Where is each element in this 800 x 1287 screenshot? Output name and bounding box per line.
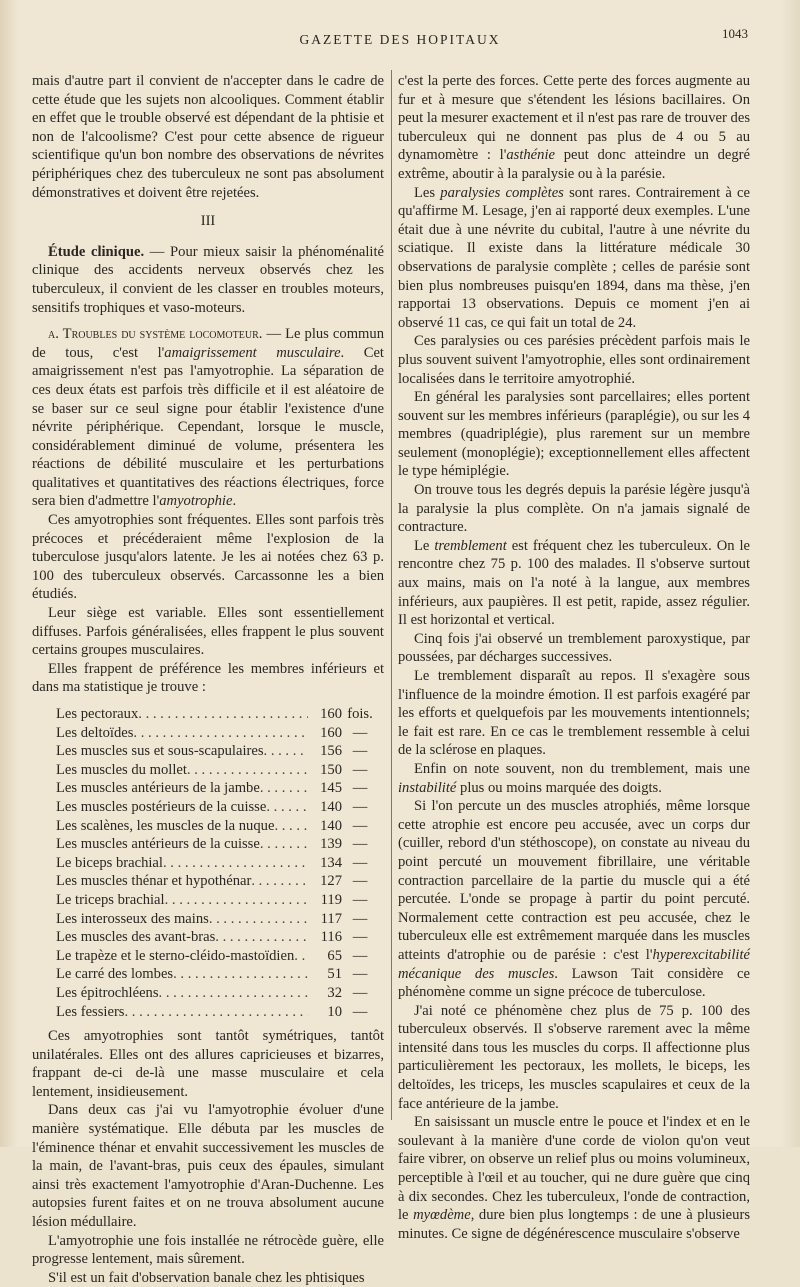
paragraph-instabilite xyxy=(398,760,750,797)
stat-unit: — xyxy=(352,910,368,927)
stat-row xyxy=(56,872,378,891)
stat-value: 119 xyxy=(320,891,342,908)
paralysies-emphasis: paralysies complètes xyxy=(440,184,564,201)
paragraph-tremblement xyxy=(398,537,750,630)
stat-row xyxy=(56,1003,378,1022)
stat-row xyxy=(56,891,378,910)
paragraph-myoedeme xyxy=(398,1113,750,1243)
stat-unit: — xyxy=(352,798,368,815)
stat-unit: — xyxy=(352,873,368,890)
stat-leader-dots xyxy=(266,798,308,817)
troubles-heading: a. Troubles du système locomoteur. xyxy=(48,326,263,343)
stat-row xyxy=(56,761,378,780)
stat-value: 116 xyxy=(320,929,342,946)
stat-leader-dots xyxy=(173,965,308,984)
stat-value: 65 xyxy=(327,947,342,964)
stat-unit: — xyxy=(352,724,368,741)
myoedeme-text-2: , dure bien plus longtemps : de une à plusieurs minutes. Ce signe de dégénérescence musculaire s'observe xyxy=(398,1207,750,1242)
stat-leader-dots xyxy=(294,947,308,966)
stat-unit: — xyxy=(352,836,368,853)
stat-label: Le triceps brachial xyxy=(56,891,165,908)
etude-text: — Pour mieux saisir la phénoménalité clinique des accidents nerveux observés chez les tuberculeux, il convient de les classer en troubles moteurs, sensitifs trophiques et vaso-moteurs. xyxy=(32,243,384,316)
stat-value: 51 xyxy=(327,966,342,983)
stat-unit: — xyxy=(352,817,368,834)
stat-leader-dots xyxy=(187,761,308,780)
paragraph-paralysies xyxy=(398,184,750,333)
paragraph-paroxystique: Cinq fois j'ai observé un tremblement paroxystique, par poussées, par décharges successives. xyxy=(398,630,750,666)
stat-leader-dots xyxy=(159,984,308,1003)
stat-row xyxy=(56,705,378,724)
stat-label: Les pectoraux xyxy=(56,706,139,722)
stat-leader-dots xyxy=(163,854,308,873)
stat-value: 140 xyxy=(320,798,342,815)
running-head: GAZETTE DES HOPITAUX xyxy=(299,32,501,47)
stat-unit: — xyxy=(352,966,368,983)
stat-value: 139 xyxy=(320,836,342,853)
stat-label: Les muscles antérieurs de la cuisse xyxy=(56,836,260,853)
stat-unit: — xyxy=(352,743,368,760)
stat-label: Les deltoïdes xyxy=(56,724,134,741)
instabilite-emphasis: instabilité xyxy=(398,779,457,796)
paragraph-parcellaires: En général les paralysies sont parcellaires; elles portent souvent sur les membres inférieurs (paraplégie), ou sur les 4 membres (quadriplégie), plus rarement sur un membre seulement (monoplégie); exceptionnellement elles affectent le type hémiplégie. xyxy=(398,389,750,480)
stat-label: Le carré des lombes xyxy=(56,966,174,983)
stat-row xyxy=(56,984,378,1003)
tremblement-text-2: est fréquent chez les tuberculeux. On le rencontre chez 75 p. 100 des malades. Il s'observe surtout aux mains, mais on l'a noté à la langue, aux membres inférieurs, aux paupières. Il est petit, rapide, assez régulier. Il est horizontal et vertical. xyxy=(398,537,750,629)
paragraph-repos: Le tremblement disparaît au repos. Il s'exagère sous l'influence de la moindre émotion. Il est parfois exagéré par les efforts et quelquefois par les mouvements intentionnels; le fait est rare. En ce cas le tremblement ressemble à celui de la sclérose en plaques. xyxy=(398,668,750,759)
stat-leader-dots xyxy=(125,1003,309,1022)
troubles-emphasis-2: amyotrophie xyxy=(159,493,233,510)
paragraph-troubles-locomoteur xyxy=(32,325,384,511)
paragraph-amyotrophies: Ces amyotrophies sont fréquentes. Elles sont parfois très précoces et précéderaient même l'explosion de la tuberculose jusqu'alors latente. Je les ai notées chez 63 p. 100 des tuberculeux observés. Carcassonne les a bien étudiés. xyxy=(32,512,384,603)
paragraph-etude-clinique xyxy=(32,243,384,317)
stat-row xyxy=(56,835,378,854)
stat-label: Le trapèze et le sterno-cléido-mastoïdien xyxy=(56,947,295,964)
stat-unit: — xyxy=(352,891,368,908)
stat-row xyxy=(56,854,378,873)
stat-label: Les muscles du mollet xyxy=(56,761,187,778)
paragraph-precedent: Ces paralysies ou ces parésies précèdent parfois mais le plus souvent suivent l'amyotrophie, elles sont ordinairement localisées dans le territoire amyotrophié. xyxy=(398,333,750,387)
instabilite-text-2: plus ou moins marquée des doigts. xyxy=(456,779,662,796)
troubles-text-2: . Cet amaigrissement n'est pas l'amyotrophie. La séparation de ces deux états est parfois très difficile et il est aléatoire de se baser sur ce seul signe pour établir l'existence d'une névrite périphérique. Cependant, lorsque le muscle, considérablement diminué de volume, présentera les réactions de débilité musculaire et les perturbations qualitatives et quantitatives des réactions électriques, force sera bien d'admettre l' xyxy=(32,344,384,510)
paragraph-alcoolisme: mais d'autre part il convient de n'accepter dans le cadre de cette étude que les sujets non alcooliques. Comment établir en effet que le trouble observé est dépendant de la phtisie et non de l'alcoolisme? C'est pour cette absence de rigueur scientifique qu'un bon nombre des observations de névrites périphériques chez des tuberculeux ne sont pas absolument démonstratives et doivent être rejetées. xyxy=(32,73,384,201)
stat-row xyxy=(56,724,378,743)
stat-label: Les interosseux des mains xyxy=(56,910,209,927)
perte-text-2: peut donc atteindre un degré extrême, aboutir à la paralysie ou à la parésie. xyxy=(398,147,750,182)
stat-row xyxy=(56,742,378,761)
right-column xyxy=(398,72,750,1243)
stat-value: 117 xyxy=(320,910,342,927)
stat-unit: fois. xyxy=(347,706,373,722)
stat-leader-dots xyxy=(260,779,308,798)
stat-value: 145 xyxy=(320,780,342,797)
paragraph-perte-forces xyxy=(398,72,750,184)
paragraph-deux-cas: Dans deux cas j'ai vu l'amyotrophie évoluer d'une manière systématique. Elle débuta par les muscles de l'éminence thénar et envahit successivement les muscles de la main, de l'avant-bras, puis ceux des épaules, simulant ainsi très exactement l'amyotrophie d'Aran-Duchenne. Les autopsies furent faites et on ne trouva absolument aucune lésion médullaire. xyxy=(32,1102,384,1231)
stat-unit: — xyxy=(352,1003,368,1020)
perte-text-1: c'est la perte des forces. Cette perte des forces augmente au fur et à mesure que s'étendent les lésions bacillaires. On peut la mesurer exactement et il n'est pas rare de trouver des tuberculeux qui ne donnent pas plus de 4 ou 5 au dynamomètre : l' xyxy=(398,73,750,164)
tremblement-text-1: Le xyxy=(414,537,435,554)
stat-leader-dots xyxy=(264,742,308,761)
stat-leader-dots xyxy=(251,872,308,891)
stat-leader-dots xyxy=(209,910,308,929)
perte-emphasis: asthénie xyxy=(506,147,555,164)
section-number: III xyxy=(200,213,216,230)
paralysies-text-1: Les xyxy=(414,184,441,201)
myoedeme-emphasis: myœdème xyxy=(413,1207,471,1224)
column-divider xyxy=(391,70,392,1120)
stat-leader-dots xyxy=(260,835,308,854)
stat-value: 150 xyxy=(320,761,342,778)
troubles-emphasis-1: amaigrissement musculaire xyxy=(164,344,341,361)
stat-leader-dots xyxy=(274,817,308,836)
page-number: 1043 xyxy=(722,26,748,41)
stat-row xyxy=(56,798,378,817)
stat-label: Les muscles des avant-bras xyxy=(56,929,216,946)
stat-row xyxy=(56,947,378,966)
stat-label: Le biceps brachial xyxy=(56,854,163,871)
stat-row xyxy=(56,928,378,947)
stat-leader-dots xyxy=(138,705,308,724)
stat-unit: — xyxy=(352,984,368,1001)
stat-label: Les muscles thénar et hypothénar xyxy=(56,873,252,890)
stat-label: Les fessiers xyxy=(56,1003,125,1020)
stat-value: 134 xyxy=(320,854,342,871)
paralysies-text-2: sont rares. Contrairement à ce qu'affirme M. Lesage, j'en ai rapporté deux exemples. L'une était due à une névrite du cubital, l'autre à une névrite du sciatique. Il existe dans la littérature médicale 30 observations de paralysie complète ; celles de parésie sont bien plus nombreuses puisqu'en 1894, dans ma thèse, j'en rapportai 13 observations. Depuis ce moment j'en ai observé 11 cas, ce qui fait un total de 24. xyxy=(398,184,750,331)
muscle-statistics-table xyxy=(56,705,378,1021)
paragraph-stats-intro: Elles frappent de préférence les membres inférieurs et dans ma statistique je trouve : xyxy=(32,660,384,696)
stat-row xyxy=(56,965,378,984)
stat-value: 156 xyxy=(320,743,342,760)
stat-label: Les muscles postérieurs de la cuisse xyxy=(56,798,267,815)
paragraph-phenomene: J'ai noté ce phénomène chez plus de 75 p. 100 des tuberculeux observés. Il s'observe rarement avec la même intensité dans tous les muscles du corps. Il affectionne plus particulièrement les pectoraux, les mollets, le biceps, les deltoïdes, les triceps, les muscles scapulaires et ceux de la face antérieure de la jambe. xyxy=(398,1002,750,1112)
stat-unit: — xyxy=(352,854,368,871)
etude-heading: Étude clinique. xyxy=(48,243,145,260)
stat-value: 127 xyxy=(320,873,342,890)
page-header xyxy=(40,26,760,50)
stat-row xyxy=(56,817,378,836)
paragraph-installee: L'amyotrophie une fois installée ne rétrocède guère, elle progresse lentement, mais sûrement. xyxy=(32,1232,384,1268)
stat-value: 140 xyxy=(320,817,342,834)
instabilite-text-1: Enfin on note souvent, non du tremblement, mais une xyxy=(414,760,750,777)
stat-value: 32 xyxy=(327,984,342,1001)
percussion-text-1: Si l'on percute un des muscles atrophiés, même lorsque cette atrophie est encore peu accusée, avec un corps dur (cuiller, rebord d'un stéthoscope), on constate au niveau du point percuté un mouvement fibrillaire, une véritable contraction parcellaire de la partie du muscle qui a été percutée. L'onde se propage à partir du point percuté. Normalement cette contraction est peu accusée, chez le tuberculeux elle est extrêmement marquée dans les muscles atteints d'atrophie ou de parésie : c'est l' xyxy=(398,798,750,963)
tremblement-emphasis: tremblement xyxy=(434,537,507,554)
troubles-text-3: . xyxy=(232,493,237,510)
stat-row xyxy=(56,910,378,929)
stat-unit: — xyxy=(352,780,368,797)
stat-label: Les scalènes, les muscles de la nuque xyxy=(56,817,275,834)
stat-label: Les muscles antérieurs de la jambe xyxy=(56,780,260,797)
left-column xyxy=(32,72,384,1287)
stat-label: Les épitrochléens xyxy=(56,984,159,1001)
stat-value: 10 xyxy=(327,1003,342,1020)
stat-leader-dots xyxy=(165,891,308,910)
percussion-text-2: . Lawson Tait considère ce phénomène comme un signe précoce de tuberculose. xyxy=(398,965,750,1001)
percussion-emphasis: hyperexcitabilité mécanique des muscles xyxy=(398,946,750,982)
stat-leader-dots xyxy=(215,928,308,947)
paragraph-symetriques: Ces amyotrophies sont tantôt symétriques, tantôt unilatérales. Elles ont des allures capricieuses et bizarres, frappant de-ci de-là une masse musculaire et cela lentement, insidieusement. xyxy=(32,1028,384,1100)
myoedeme-text-1: En saisissant un muscle entre le pouce et l'index et en le soulevant à la manière d'une corde de violon qu'on veut faire vibrer, on observe un relief plus ou moins volumineux, perceptible à l'œil et au toucher, qui ne dure guère que cinq à dix secondes. Chez les tuberculeux, l'onde de contraction, le xyxy=(398,1114,750,1224)
stat-value: 160 xyxy=(320,706,342,722)
paragraph-percussion xyxy=(398,797,750,1002)
troubles-text-1: — Le plus commun de tous, c'est l' xyxy=(32,326,384,361)
stat-unit: — xyxy=(352,947,368,964)
stat-leader-dots xyxy=(133,724,308,743)
stat-unit: — xyxy=(352,761,368,778)
stat-row xyxy=(56,779,378,798)
stat-value: 160 xyxy=(320,724,342,741)
paragraph-phtisiques: S'il est un fait d'observation banale chez les phtisiques xyxy=(48,1269,365,1286)
paragraph-degres: On trouve tous les degrés depuis la parésie légère jusqu'à la paralysie la plus complète. On n'a jamais signalé de contracture. xyxy=(398,482,750,536)
stat-label: Les muscles sus et sous-scapulaires xyxy=(56,743,264,760)
paragraph-siege: Leur siège est variable. Elles sont essentiellement diffuses. Parfois généralisées, elles frappent le plus souvent certains groupes musculaires. xyxy=(32,605,384,659)
stat-unit: — xyxy=(352,929,368,946)
